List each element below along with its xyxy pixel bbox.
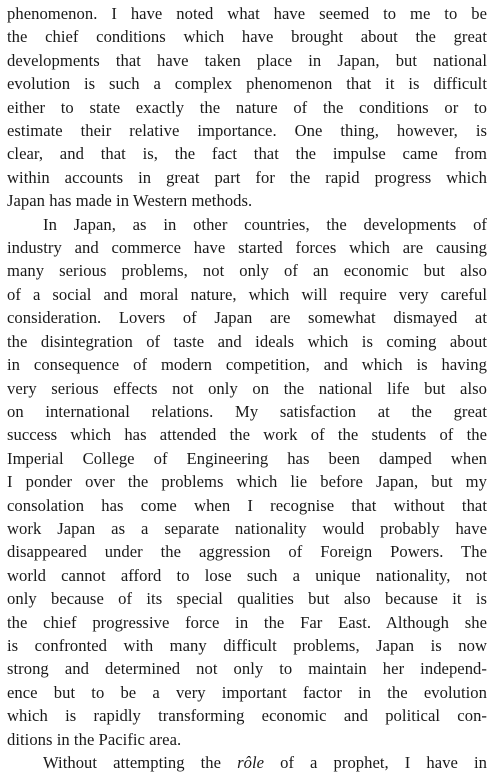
paragraph-3 [7,751,487,774]
text-line: disappeared under the aggression of Foreign Powers. The [7,542,487,562]
text-line: I ponder over the problems which lie before Japan, but my [7,472,487,492]
text-line: success which has attended the work of the students of the [7,425,487,445]
text-line: ditions in the Pacific area. [7,729,182,749]
text-line: which is rapidly transforming economic and political con- [7,706,487,726]
text-line: consideration. Lovers of Japan are somewhat dismayed at [7,308,487,328]
text-line: the disintegration of taste and ideals which is coming about [7,331,487,351]
text-line: Imperial College of Engineering has been damped when [7,448,487,468]
text-line: consolation has come when I recognise that without that [7,495,487,515]
text-line: Japan has made in Western methods. [7,191,253,211]
text-line: work Japan as a separate nationality would probably have [7,518,487,538]
text-line: of a social and moral nature, which will require very careful [7,284,487,304]
text-line: world cannot afford to lose such a unique nationality, not [7,565,487,585]
text-line: within accounts in great part for the rapid progress which [7,167,487,187]
text-line: on international relations. My satisfaction at the great [7,401,487,421]
text-line: Without attempting the rôle of a prophet, I have in [43,753,488,772]
text-line: clear, and that is, the fact that the impulse came from [7,144,487,164]
text-line: phenomenon. I have noted what have seemed to me to be [7,4,487,23]
text-line: the chief conditions which have brought about the great [7,27,487,47]
text-line: in consequence of modern competition, and which is having [7,355,487,375]
text-line: ence but to be a very important factor in the evolution [7,682,487,702]
text-line: very serious effects not only on the national life but also [7,378,487,398]
italic-word: rôle [237,753,265,772]
text-line: estimate their relative importance. One thing, however, is [7,121,487,141]
text-line: many serious problems, not only of an economic but also [7,261,487,281]
text-line: either to state exactly the nature of the conditions or to [7,97,487,117]
text-line: is confronted with many difficult problems, Japan is now [7,635,487,655]
paragraph-2 [7,213,487,751]
text-line: In Japan, as in other countries, the developments of [43,214,487,234]
text-line: evolution is such a complex phenomenon that it is difficult [7,74,487,94]
document-page [7,2,487,774]
text-line: developments that have taken place in Japan, but national [7,50,487,70]
text-line: the chief progressive force in the Far East. Although she [7,612,487,632]
text-line: strong and determined not only to maintain her independ- [7,659,487,679]
text-line: industry and commerce have started forces which are causing [7,238,487,258]
paragraph-1 [7,2,487,213]
text-line: only because of its special qualities but also because it is [7,589,487,609]
